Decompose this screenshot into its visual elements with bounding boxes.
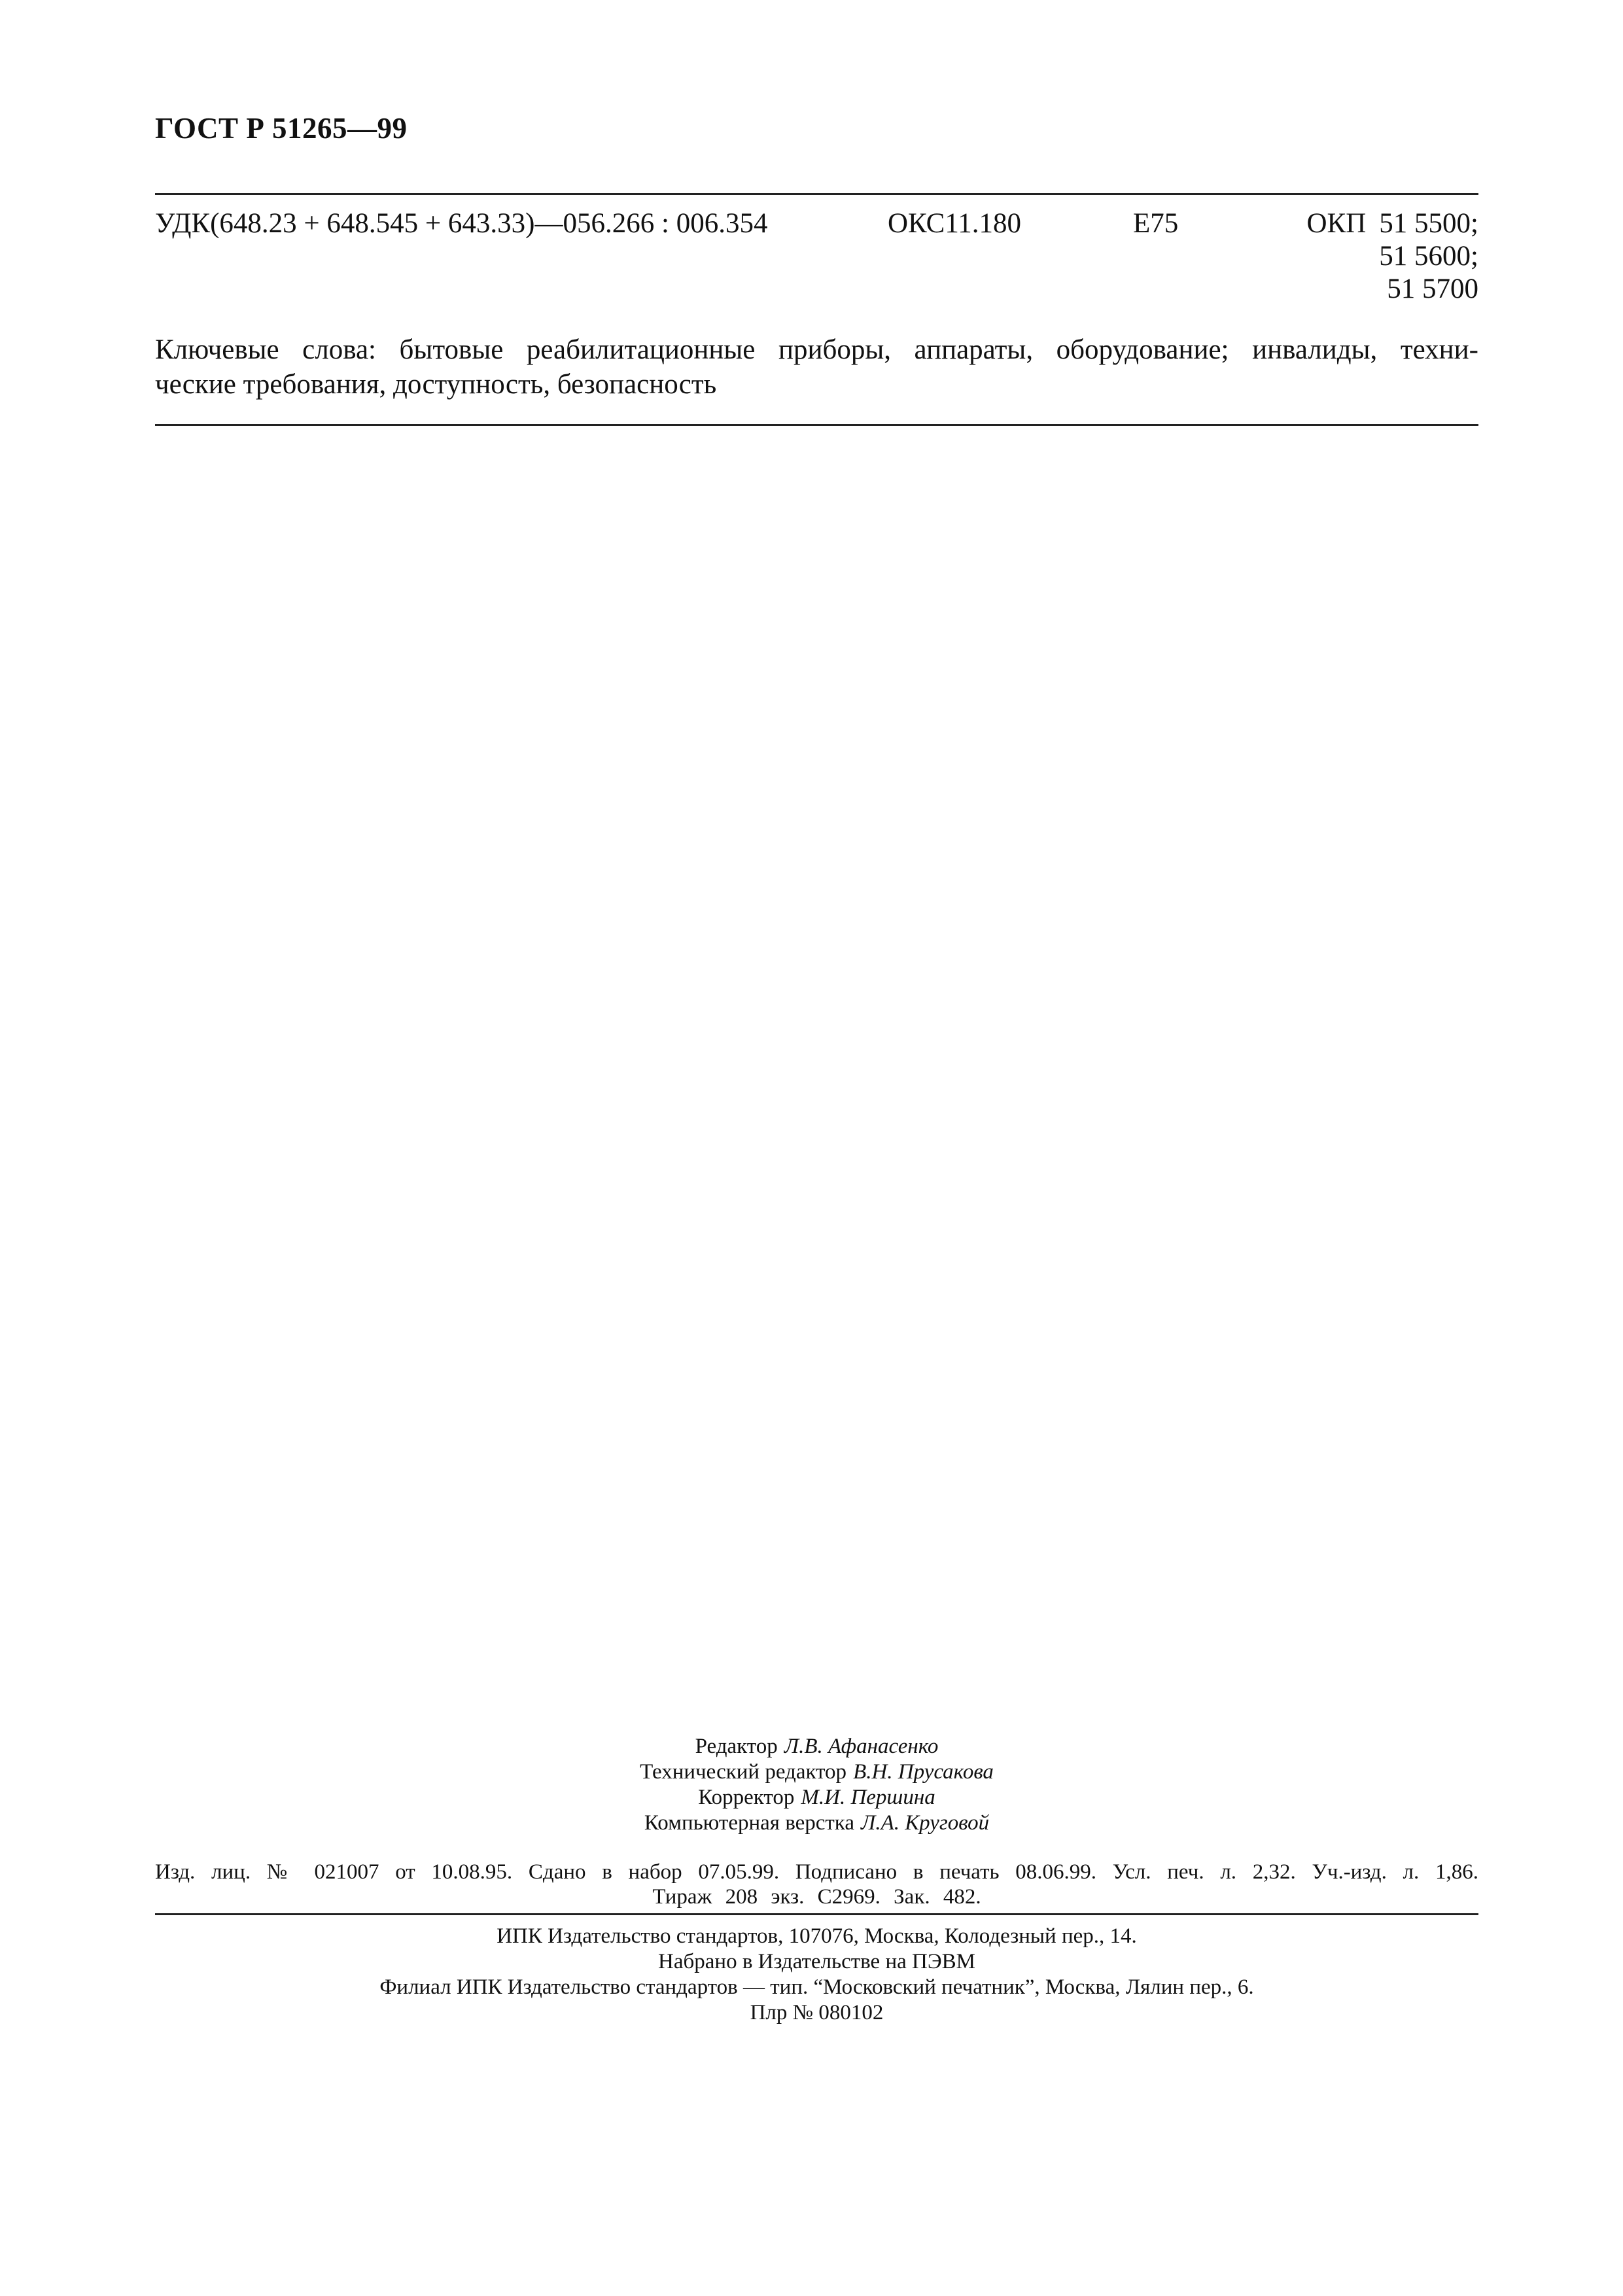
top-divider bbox=[155, 193, 1478, 195]
publisher-line: Плр № 080102 bbox=[750, 2001, 884, 2024]
udk-code: УДК(648.23 + 648.545 + 643.33)—056.266 : 006.354 bbox=[155, 208, 768, 239]
imprint-divider bbox=[155, 1913, 1478, 1915]
imprint-line: Изд. лиц. № 021007 от 10.08.95. Сдано в набор 07.05.99. Подписано в печать 08.06.99. Усл. печ. л. 2,32. Уч.-изд. л. 1,86. bbox=[155, 1860, 1478, 1884]
keywords-line: Ключевые слова: бытовые реабилитационные приборы, аппараты, оборудование; инвалиды, техни- bbox=[155, 334, 1478, 365]
keywords-paragraph bbox=[155, 332, 1478, 402]
staff-name: Л.В. Афанасенко bbox=[784, 1735, 939, 1758]
staff-name: М.И. Першина bbox=[801, 1786, 935, 1809]
staff-line bbox=[155, 1810, 1478, 1836]
staff-role: Технический редактор bbox=[640, 1760, 847, 1784]
okp-code: 51 5600; bbox=[1379, 241, 1478, 272]
publisher-block bbox=[155, 1924, 1478, 2026]
imprint-block bbox=[155, 1860, 1478, 1909]
staff-role: Корректор bbox=[698, 1786, 795, 1809]
staff-role: Компьютерная верстка bbox=[644, 1811, 854, 1835]
publisher-line: ИПК Издательство стандартов, 107076, Москва, Колодезный пер., 14. bbox=[497, 1924, 1137, 1948]
staff-line bbox=[155, 1785, 1478, 1810]
staff-name: В.Н. Прусакова bbox=[853, 1760, 994, 1784]
publisher-line: Филиал ИПК Издательство стандартов — тип. “Московский печатник”, Москва, Лялин пер., 6. bbox=[379, 1975, 1254, 1999]
staff-role: Редактор bbox=[695, 1735, 778, 1758]
okp-code: 51 5500; bbox=[1379, 208, 1478, 239]
okp-label: ОКП bbox=[1306, 208, 1367, 239]
staff-name: Л.А. Круговой bbox=[860, 1811, 990, 1835]
editorial-staff bbox=[155, 1734, 1478, 1836]
keywords-divider bbox=[155, 424, 1478, 426]
staff-line bbox=[155, 1734, 1478, 1759]
classification-row bbox=[155, 207, 1478, 306]
imprint-line: Тираж 208 экз. С2969. Зак. 482. bbox=[652, 1885, 981, 1909]
keywords-line: ческие требования, доступность, безопасность bbox=[155, 369, 717, 400]
oks-code: ОКС11.180 bbox=[888, 208, 1021, 239]
okp-block bbox=[1307, 207, 1479, 306]
okp-code: 51 5700 bbox=[1387, 274, 1478, 304]
staff-line bbox=[155, 1759, 1478, 1785]
standard-designation: ГОСТ Р 51265—99 bbox=[155, 112, 408, 145]
group-code: Е75 bbox=[1133, 208, 1179, 239]
okp-codes bbox=[1379, 207, 1478, 306]
publisher-line: Набрано в Издательстве на ПЭВМ bbox=[658, 1950, 975, 1973]
